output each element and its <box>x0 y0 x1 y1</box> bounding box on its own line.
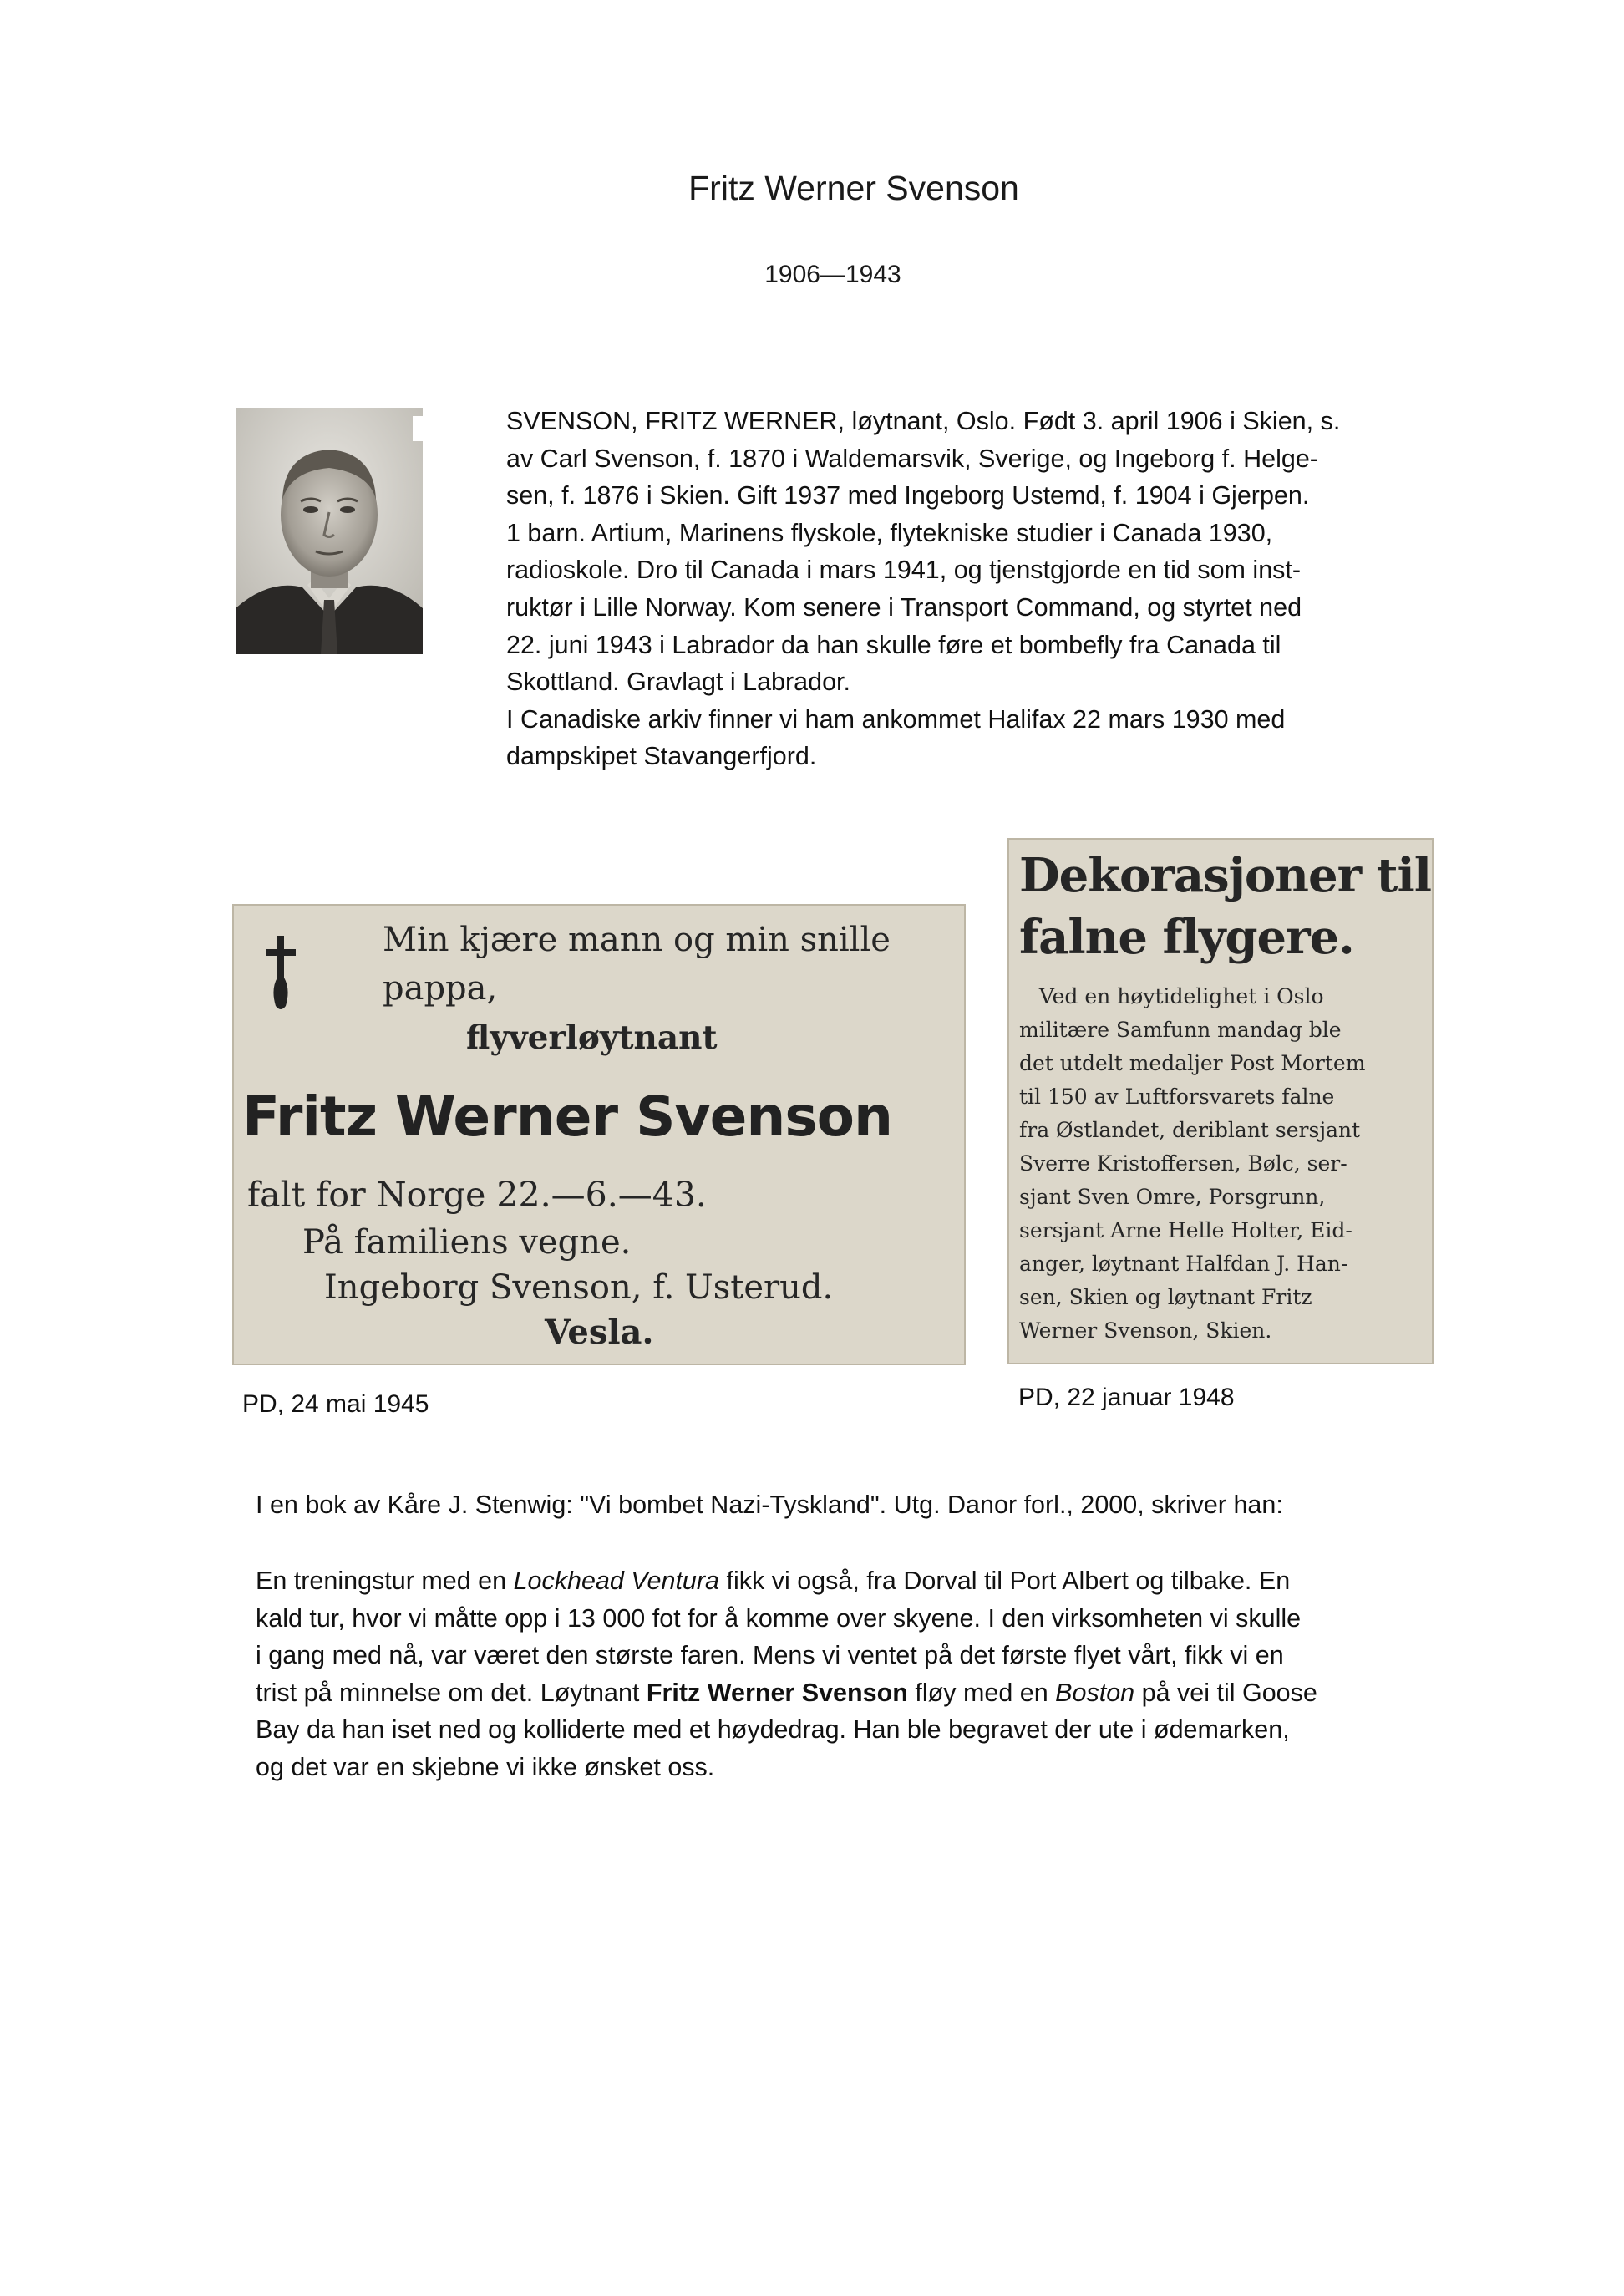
decoration-clipping <box>1007 838 1434 1364</box>
clipping-line: Ingeborg Svenson, f. Usterud. <box>324 1268 834 1307</box>
clipping-line: pappa, <box>383 969 498 1008</box>
bio-line: av Carl Svenson, f. 1870 i Waldemarsvik, Sverige, og Ingeborg f. Helge- <box>506 444 1318 473</box>
clipping-line: anger, løytnant Halfdan J. Han- <box>1019 1252 1348 1276</box>
clipping-line: Vesla. <box>545 1313 654 1352</box>
portrait-photo <box>236 408 423 654</box>
clipping-name: Fritz Werner Svenson <box>242 1085 892 1149</box>
clipping-headline: Dekorasjoner til <box>1019 848 1432 903</box>
bio-line: 1 barn. Artium, Marinens flyskole, flytekniske studier i Canada 1930, <box>506 518 1273 547</box>
quote-line: Bay da han iset ned og kolliderte med et høydedrag. Han ble begravet der ute i ødemarken, <box>256 1715 1290 1745</box>
quote-text: fikk vi også, fra Dorval til Port Albert og tilbake. En <box>719 1567 1291 1595</box>
clipping-line: sen, Skien og løytnant Fritz <box>1019 1285 1312 1309</box>
clipping-line: sersjant Arne Helle Holter, Eid- <box>1019 1218 1352 1242</box>
clipping-line: militære Samfunn mandag ble <box>1019 1018 1342 1042</box>
quote-line <box>256 1674 1425 1712</box>
cross-icon <box>266 936 296 1011</box>
quote-bold: Fritz Werner Svenson <box>646 1678 908 1707</box>
clipping-line: Sverre Kristoffersen, Bølc, ser- <box>1019 1151 1347 1176</box>
clipping-line: til 150 av Luftforsvarets falne <box>1019 1085 1335 1109</box>
clipping-line: Ved en høytidelighet i Oslo <box>1019 984 1324 1008</box>
clipping-line: flyverløytnant <box>466 1018 718 1057</box>
clipping-line: det utdelt medaljer Post Mortem <box>1019 1051 1366 1075</box>
life-years: 1906—1943 <box>764 261 901 288</box>
book-quote <box>256 1562 1425 1786</box>
clipping-line: falt for Norge 22.—6.—43. <box>247 1175 707 1215</box>
bio-line: radioskole. Dro til Canada i mars 1941, og tjenstgjorde en tid som inst- <box>506 556 1302 585</box>
obituary-clipping <box>232 904 966 1365</box>
clipping-line: fra Østlandet, deriblant sersjant <box>1019 1118 1361 1142</box>
quote-text: En treningstur med en <box>256 1567 514 1595</box>
bio-line: 22. juni 1943 i Labrador da han skulle føre et bombefly fra Canada til <box>506 630 1281 659</box>
bio-line: SVENSON, FRITZ WERNER, løytnant, Oslo. Født 3. april 1906 i Skien, s. <box>506 407 1341 435</box>
quote-line: kald tur, hvor vi måtte opp i 13 000 fot for å komme over skyene. I den virksomheten vi skulle <box>256 1603 1302 1633</box>
bio-line: sen, f. 1876 i Skien. Gift 1937 med Ingeborg Ustemd, f. 1904 i Gjerpen. <box>506 481 1310 511</box>
bio-line: I Canadiske arkiv finner vi ham ankommet Halifax 22 mars 1930 med <box>506 704 1286 734</box>
quote-text: på vei til Goose <box>1134 1678 1317 1707</box>
quote-line: i gang med nå, var været den største faren. Mens vi ventet på det første flyet vårt, fikk vi en <box>256 1641 1284 1670</box>
clipping-caption: PD, 24 mai 1945 <box>242 1390 429 1418</box>
clipping-body <box>1019 980 1425 1348</box>
clipping-headline: falne flygere. <box>1019 910 1354 965</box>
clipping-line: På familiens vegne. <box>302 1223 632 1262</box>
quote-line: og det var en skjebne vi ikke ønsket oss. <box>256 1752 715 1781</box>
clipping-caption: PD, 22 januar 1948 <box>1018 1384 1235 1411</box>
quote-italic: Boston <box>1055 1678 1135 1707</box>
clipping-line: sjant Sven Omre, Porsgrunn, <box>1019 1185 1326 1209</box>
quote-text: fløy med en <box>907 1678 1056 1707</box>
book-intro: I en bok av Kåre J. Stenwig: "Vi bombet Nazi-Tyskland". Utg. Danor forl., 2000, skriver han: <box>256 1491 1283 1519</box>
bio-line: dampskipet Stavangerfjord. <box>506 742 817 771</box>
clipping-line: Werner Svenson, Skien. <box>1019 1318 1272 1343</box>
quote-italic: Lockhead Ventura <box>513 1567 720 1595</box>
quote-line <box>256 1562 1425 1600</box>
bio-line: ruktør i Lille Norway. Kom senere i Transport Command, og styrtet ned <box>506 592 1302 622</box>
clipping-line: Min kjære mann og min snille <box>383 921 891 959</box>
quote-text: trist på minnelse om det. Løytnant <box>256 1678 647 1707</box>
page-title: Fritz Werner Svenson <box>688 169 1019 207</box>
biography-text <box>506 403 1400 775</box>
bio-line: Skottland. Gravlagt i Labrador. <box>506 668 850 697</box>
